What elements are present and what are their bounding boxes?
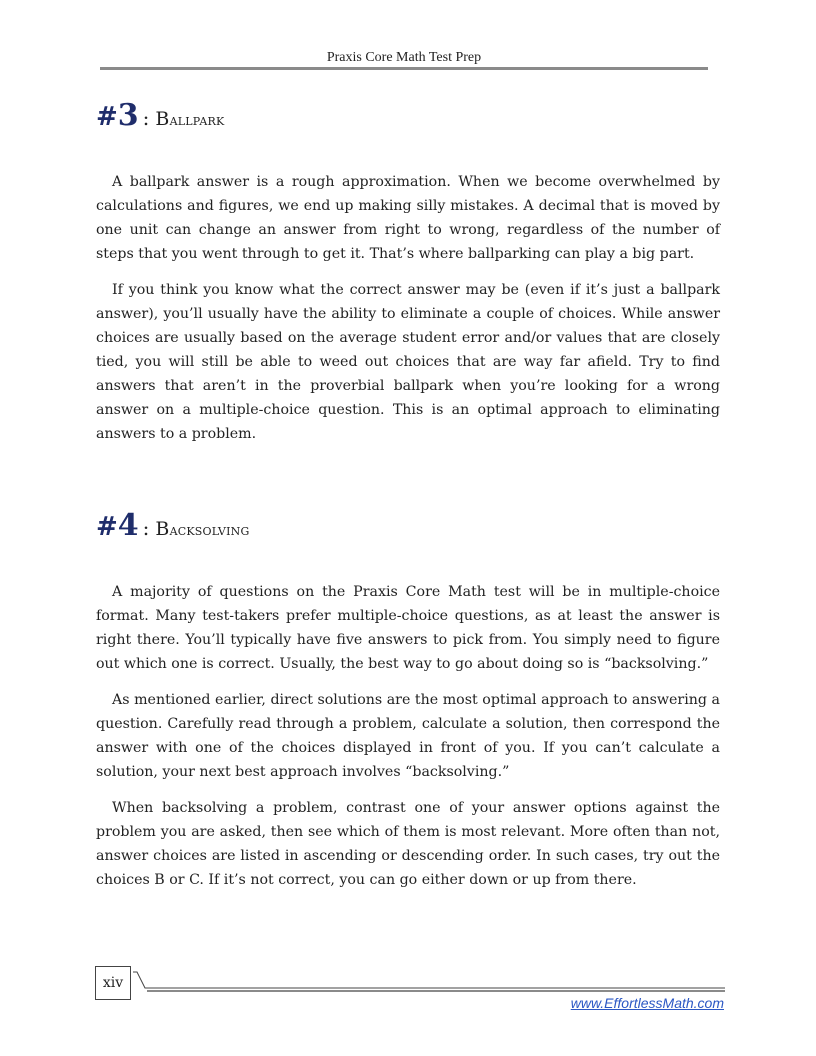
heading-hash: # xyxy=(96,512,118,542)
section-heading-backsolving xyxy=(96,508,249,543)
heading-colon: : xyxy=(142,106,150,130)
heading-title: Ballpark xyxy=(155,108,225,130)
heading-colon: : xyxy=(142,516,150,540)
paragraph: As mentioned earlier, direct solutions are the most optimal approach to answering a question. Carefully read through a problem, calculate a solution, then correspond the answer with one of the choices displayed in front of you. If you can’t calculate a solution, your next best approach involves “backsolving.” xyxy=(96,692,720,780)
footer-rule xyxy=(133,970,725,994)
section-heading-ballpark xyxy=(96,98,224,133)
paragraph: When backsolving a problem, contrast one of your answer options against the problem you are asked, then see which of them is most relevant. More often than not, answer choices are listed in ascending or descending order. In such cases, try out the choices B or C. If it’s not correct, you can go either down or up from there. xyxy=(96,800,720,888)
heading-title: Backsolving xyxy=(155,518,250,540)
paragraph: A ballpark answer is a rough approximation. When we become overwhelmed by calculations and figures, we end up making silly mistakes. A decimal that is moved by one unit can change an answer from right to wrong, regardless of the number of steps that you went through to get it. That’s where ballparking can play a big part. xyxy=(96,174,720,262)
paragraph: If you think you know what the correct answer may be (even if it’s just a ballpark answer), you’ll usually have the ability to eliminate a couple of choices. While answer choices are usually based on the average student error and/or values that are closely tied, you will still be able to weed out choices that are way far afield. Try to find answers that aren’t in the proverbial ballpark when you’re looking for a wrong answer on a multiple-choice question. This is an optimal approach to eliminating answers to a problem. xyxy=(96,282,720,442)
heading-hash: # xyxy=(96,102,118,132)
page-header-rule xyxy=(100,67,708,70)
website-link[interactable]: www.EffortlessMath.com xyxy=(570,995,724,1011)
page-number: xiv xyxy=(102,975,124,991)
paragraph: A majority of questions on the Praxis Core Math test will be in multiple-choice format. Many test-takers prefer multiple-choice questions, as at least the answer is right there. You’ll typically have five answers to pick from. You simply need to figure out which one is correct. Usually, the best way to go about doing so is “backsolving.” xyxy=(96,584,720,672)
heading-number: 4 xyxy=(117,508,139,543)
heading-number: 3 xyxy=(117,98,139,133)
page-number-box xyxy=(95,966,131,1000)
page-header-title: Praxis Core Math Test Prep xyxy=(326,50,482,65)
